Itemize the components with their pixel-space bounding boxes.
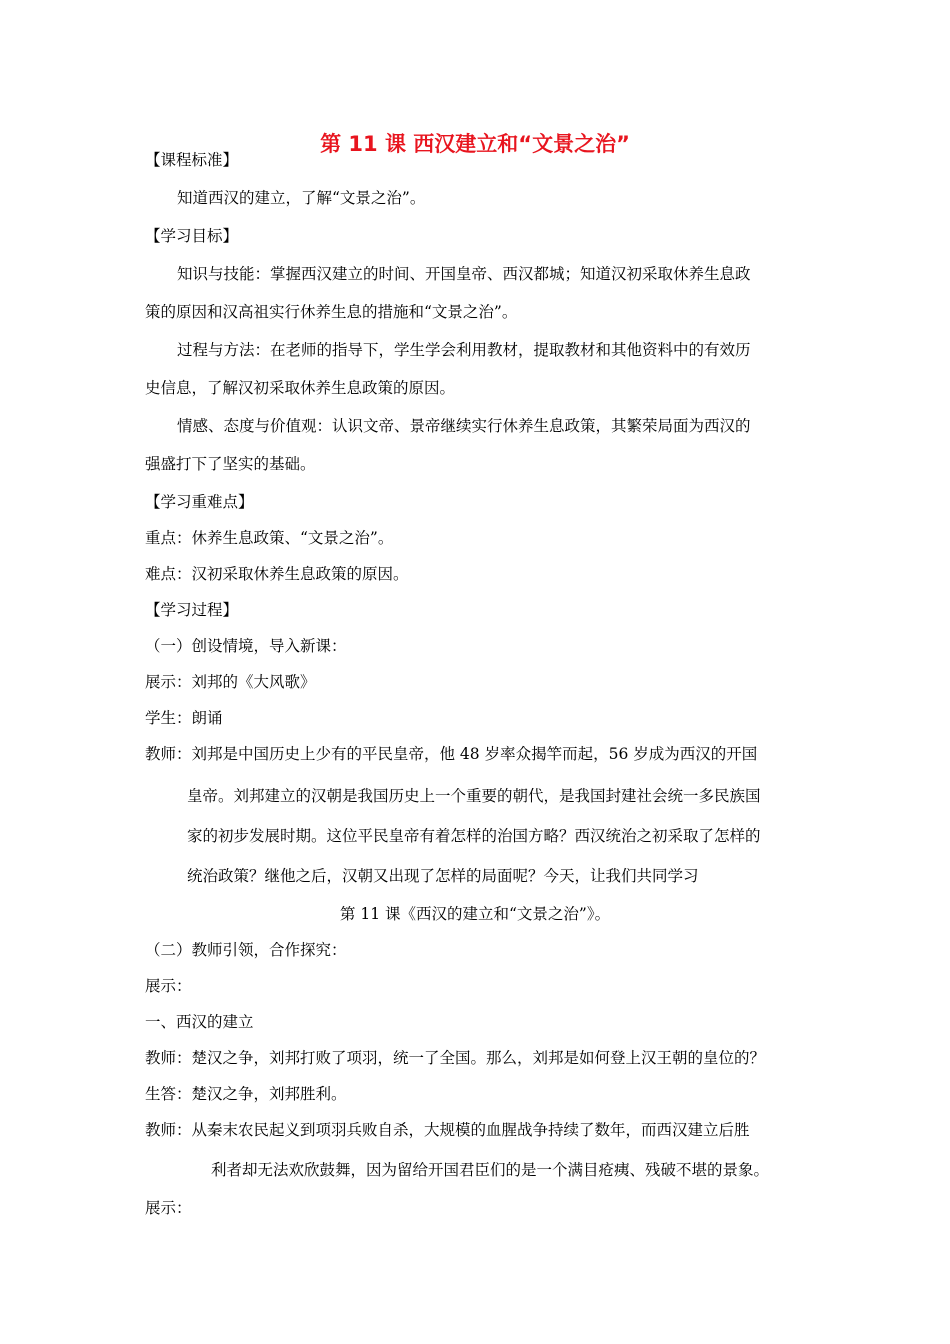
paragraph-line: （二）教师引领，合作探究：: [145, 941, 347, 959]
paragraph-line: 皇帝。刘邦建立的汉朝是我国历史上一个重要的朝代，是我国封建社会统一多民族国: [187, 787, 761, 805]
paragraph-line: 教师：楚汉之争，刘邦打败了项羽，统一了全国。那么，刘邦是如何登上汉王朝的皇位的？: [145, 1049, 766, 1067]
paragraph-line: 教师：从秦末农民起义到项羽兵败自杀，大规模的血腥战争持续了数年，而西汉建立后胜: [145, 1121, 750, 1139]
paragraph-line: 情感、态度与价值观：认识文帝、景帝继续实行休养生息政策，其繁荣局面为西汉的: [177, 417, 751, 435]
paragraph-line: 利者却无法欢欣鼓舞，因为留给开国君臣们的是一个满目疮痍、残破不堪的景象。: [211, 1161, 770, 1179]
paragraph-line: 统治政策？继他之后，汉朝又出现了怎样的局面呢？今天，让我们共同学习: [187, 867, 699, 885]
paragraph-line: 第 11 课《西汉的建立和“文景之治”》。: [339, 905, 611, 923]
paragraph-line: 生答：楚汉之争，刘邦胜利。: [145, 1085, 347, 1103]
paragraph-line: 展示：刘邦的《大风歌》: [145, 673, 316, 691]
paragraph-line: 教师：刘邦是中国历史上少有的平民皇帝，他 48 岁率众揭竿而起，56 岁成为西汉的开国: [145, 745, 758, 763]
paragraph-line: 知道西汉的建立，了解“文景之治”。: [177, 189, 426, 207]
paragraph-line: 史信息，了解汉初采取休养生息政策的原因。: [145, 379, 456, 397]
paragraph-line: 展示：: [145, 977, 192, 995]
section-heading-western-han: 一、西汉的建立: [145, 1013, 254, 1031]
section-heading-key-points: 【学习重难点】: [145, 493, 254, 511]
paragraph-line: 强盛打下了坚实的基础。: [145, 455, 316, 473]
paragraph-line: 策的原因和汉高祖实行休养生息的措施和“文景之治”。: [145, 303, 518, 321]
paragraph-line: 家的初步发展时期。这位平民皇帝有着怎样的治国方略？西汉统治之初采取了怎样的: [187, 827, 761, 845]
paragraph-line: 学生：朗诵: [145, 709, 223, 727]
document-title: 第 11 课 西汉建立和“文景之治”: [320, 132, 630, 156]
paragraph-line: 展示：: [145, 1199, 192, 1217]
paragraph-line: （一）创设情境，导入新课：: [145, 637, 347, 655]
section-heading-learning-process: 【学习过程】: [145, 601, 239, 619]
section-heading-learning-goals: 【学习目标】: [145, 227, 239, 245]
section-heading-curriculum-standard: 【课程标准】: [145, 151, 239, 169]
paragraph-line: 难点：汉初采取休养生息政策的原因。: [145, 565, 409, 583]
paragraph-line: 过程与方法：在老师的指导下，学生学会利用教材，提取教材和其他资料中的有效历: [177, 341, 751, 359]
paragraph-line: 重点：休养生息政策、“文景之治”。: [145, 529, 394, 547]
paragraph-line: 知识与技能：掌握西汉建立的时间、开国皇帝、西汉都城；知道汉初采取休养生息政: [177, 265, 751, 283]
